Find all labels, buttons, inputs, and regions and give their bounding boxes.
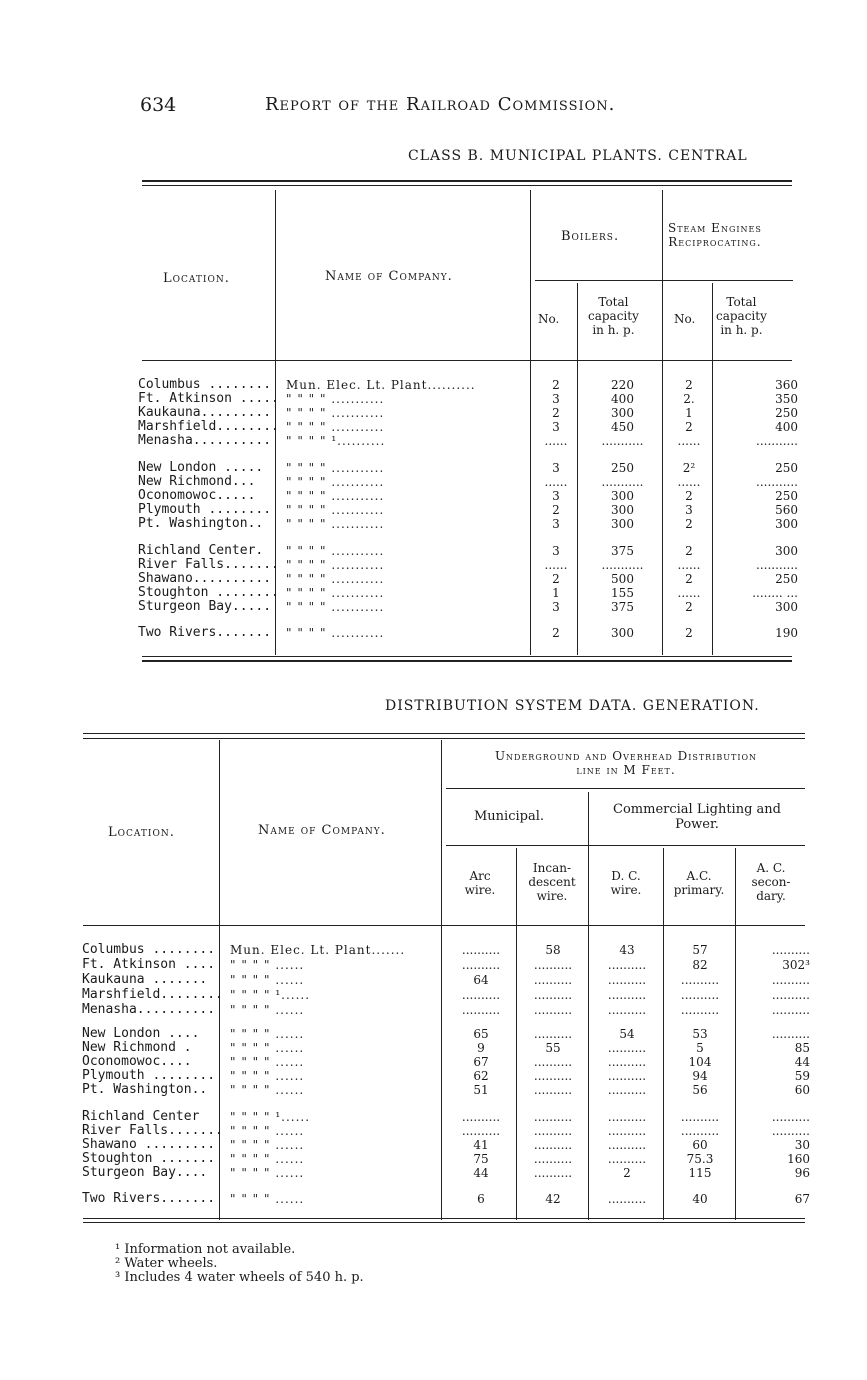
table1-engine-no-cell: 2 — [685, 626, 693, 640]
table2-company-cell: " " " " ...... — [230, 1138, 305, 1152]
table1-company-cell: " " " " ........... — [286, 558, 385, 572]
table1-engine-capacity-cell: 250 — [775, 461, 798, 475]
table1-boiler-no-cell: 1 — [552, 586, 560, 600]
table2-incandescent-cell: .......... — [533, 1166, 573, 1180]
table1-engine-no-cell: 2 — [685, 572, 693, 586]
table2-location-cell: Pt. Washington.. — [82, 1082, 208, 1097]
table2-header-acp-line1: A.C. — [686, 869, 712, 883]
table1-location-cell: Shawano.......... — [138, 571, 272, 586]
table2-dc-cell: 43 — [619, 943, 635, 957]
table2-arc-cell: .......... — [461, 958, 501, 972]
table2-location-cell: Two Rivers....... — [82, 1191, 216, 1206]
table2-header-arc-line1: Arc — [469, 869, 491, 883]
table1-engine-capacity-cell: 560 — [775, 503, 798, 517]
table2-location-cell: Sturgeon Bay.... — [82, 1165, 208, 1180]
table2-incandescent-cell: .......... — [533, 1003, 573, 1017]
table1-header-engine-capacity — [716, 296, 767, 337]
table1-company-cell: " " " " ........... — [286, 489, 385, 503]
table1-engine-capacity-cell: 250 — [775, 406, 798, 420]
table1-engine-no-cell: ...... — [677, 558, 701, 572]
table2-header-commercial-line1: Commercial Lighting and — [613, 802, 781, 817]
table1-header-engines-line2: Reciprocating. — [668, 234, 762, 249]
table1-location-cell: River Falls....... — [138, 557, 279, 572]
table1-engine-capacity-cell: 350 — [775, 392, 798, 406]
table2-ac-primary-cell: .......... — [680, 988, 720, 1002]
table1-engine-no-cell: 2² — [682, 461, 696, 475]
table2-ac-primary-cell: .......... — [680, 1124, 720, 1138]
table1-company-cell: " " " " ........... — [286, 600, 385, 614]
table1-header-boilers: Boilers. — [561, 229, 620, 244]
table2-dc-cell: 54 — [619, 1027, 635, 1041]
table2-incandescent-cell: 42 — [545, 1192, 561, 1206]
table1-boiler-no-cell: 3 — [552, 600, 560, 614]
table1-header-location: Location. — [163, 271, 230, 286]
table1-boiler-no-cell: 3 — [552, 392, 560, 406]
table1-location-cell: Columbus ........ — [138, 377, 272, 392]
table2-ac-primary-cell: 60 — [692, 1138, 708, 1152]
footnote-2: ² Water wheels. — [115, 1256, 218, 1271]
table2-ac-primary-cell: 56 — [692, 1083, 708, 1097]
table2-arc-cell: 6 — [477, 1192, 485, 1206]
table2-header-incandescent-line1: Incan- — [532, 861, 572, 875]
table2-ac-primary-cell: .......... — [680, 1110, 720, 1124]
table2-arc-cell: 41 — [473, 1138, 489, 1152]
table1-engine-no-cell: 3 — [685, 503, 693, 517]
table2-header-commercial-line2: Power. — [675, 816, 719, 832]
table1-location-cell: Menasha.......... — [138, 433, 272, 448]
table2-dc-cell: .......... — [607, 1069, 647, 1083]
table2-dc-cell: .......... — [607, 973, 647, 987]
table2-location-cell: Shawano ......... — [82, 1137, 216, 1152]
table1-boiler-no-cell: 3 — [552, 544, 560, 558]
table1-header-boiler-capacity — [588, 296, 639, 337]
table2-incandescent-cell: 55 — [545, 1041, 561, 1055]
table1-location-cell: Stoughton ........ — [138, 585, 279, 600]
table2-location-cell: Stoughton ....... — [82, 1151, 216, 1166]
page-number: 634 — [140, 94, 177, 116]
table2-ac-secondary-cell: .......... — [771, 1027, 810, 1041]
table2-incandescent-cell: .......... — [533, 958, 573, 972]
table1-boiler-capacity-cell: 375 — [611, 600, 634, 614]
table2-company-cell: " " " " ¹...... — [230, 1110, 311, 1124]
table1-bottom-rule — [142, 656, 792, 657]
table2-arc-cell: .......... — [461, 1124, 501, 1138]
table1-engine-capacity-cell: 300 — [775, 544, 798, 558]
table2-company-cell: " " " " ...... — [230, 1124, 305, 1138]
table2-company-cell: " " " " ...... — [230, 1027, 305, 1041]
table2-dc-cell: .......... — [607, 1124, 647, 1138]
table1-location-cell: New Richmond... — [138, 474, 256, 489]
table1-header-engine-no: No. — [674, 312, 696, 326]
table2-company-cell: " " " " ...... — [230, 1083, 305, 1097]
table1-boiler-capacity-cell: 375 — [611, 544, 634, 558]
table1-boiler-no-cell: ...... — [544, 475, 568, 489]
table1-header-engines — [668, 222, 762, 250]
table2-ac-secondary-cell: .......... — [771, 943, 810, 957]
table2-col-divider — [663, 848, 664, 1220]
table2-ac-primary-cell: 5 — [696, 1041, 704, 1055]
footnote-3: ³ Includes 4 water wheels of 540 h. p. — [115, 1270, 364, 1285]
table1-boiler-no-cell: ...... — [544, 558, 568, 572]
table2-section-title: DISTRIBUTION SYSTEM DATA. GENERATION. — [385, 698, 760, 714]
table1-engine-no-cell: ...... — [677, 434, 701, 448]
table2-header-acs-line2: secon- — [751, 874, 791, 889]
table2-header-distribution — [447, 750, 805, 778]
table2-arc-cell: 51 — [473, 1083, 489, 1097]
table2-bottom-rule — [83, 1218, 805, 1219]
table2-ac-secondary-cell: 96 — [794, 1166, 810, 1180]
table2-header-company: Name of Company. — [258, 823, 386, 838]
table1-location-cell: New London ..... — [138, 460, 264, 475]
table1-company-cell: " " " " ........... — [286, 475, 385, 489]
table2-incandescent-cell: .......... — [533, 1152, 573, 1166]
table1-section-title: CLASS B. MUNICIPAL PLANTS. CENTRAL — [408, 148, 748, 164]
table1-engine-no-cell: 2 — [685, 544, 693, 558]
table1-boiler-capacity-cell: ........... — [601, 475, 644, 489]
table2-incandescent-cell: .......... — [533, 1124, 573, 1138]
table1-col-divider — [712, 283, 713, 655]
table2-ac-secondary-cell: .......... — [771, 973, 810, 987]
table1-header-total-line2: capacity — [716, 308, 767, 323]
table2-location-cell: Richland Center — [82, 1109, 200, 1124]
table2-header-incandescent — [518, 862, 586, 903]
table2-col-divider — [219, 740, 220, 1220]
table2-ac-primary-cell: 115 — [688, 1166, 712, 1180]
table1-boiler-capacity-cell: 250 — [611, 461, 634, 475]
table2-ac-primary-cell: 57 — [692, 943, 708, 957]
table1-boiler-no-cell: 2 — [552, 406, 560, 420]
table2-incandescent-cell: .......... — [533, 973, 573, 987]
table2-header-municipal: Municipal. — [474, 809, 545, 824]
table1-company-cell: " " " " ........... — [286, 392, 385, 406]
table2-header-incandescent-line2: descent — [528, 874, 576, 889]
table2-ac-secondary-cell: .......... — [771, 1003, 810, 1017]
table2-location-cell: Columbus ........ — [82, 942, 216, 957]
table2-ac-primary-cell: 75.3 — [686, 1152, 714, 1166]
table2-subgroup-rule — [446, 845, 805, 846]
table1-col-divider — [577, 283, 578, 655]
table1-boiler-no-cell: 2 — [552, 378, 560, 392]
table2-incandescent-cell: .......... — [533, 988, 573, 1002]
table2-company-cell: " " " " ...... — [230, 1166, 305, 1180]
table1-engine-capacity-cell: ........... — [756, 558, 798, 572]
table2-location-cell: New London .... — [82, 1026, 200, 1041]
table2-dc-cell: .......... — [607, 1138, 647, 1152]
table1-location-cell: Two Rivers....... — [138, 625, 272, 640]
table1-boiler-capacity-cell: 500 — [611, 572, 634, 586]
table1-company-cell: Mun. Elec. Lt. Plant.......... — [286, 378, 476, 392]
table1-engine-no-cell: 2 — [685, 600, 693, 614]
table2-header-acs-line3: dary. — [756, 888, 786, 903]
table2-incandescent-cell: .......... — [533, 1083, 573, 1097]
table2-company-cell: " " " " ...... — [230, 1192, 305, 1206]
table2-header-commercial — [594, 803, 800, 833]
table1-col-divider — [530, 190, 531, 655]
table2-dc-cell: .......... — [607, 988, 647, 1002]
table2-dc-cell: 2 — [623, 1166, 631, 1180]
table1-engine-capacity-cell: 250 — [775, 489, 798, 503]
table2-header-dc-line1: D. C. — [611, 869, 641, 883]
table2-location-cell: Marshfield........ — [82, 987, 223, 1002]
table2-incandescent-cell: .......... — [533, 1055, 573, 1069]
table2-ac-primary-cell: .......... — [680, 973, 720, 987]
table2-company-cell: " " " " ¹...... — [230, 988, 311, 1002]
table2-col-divider — [441, 740, 442, 1220]
table1-header-total-line3: in h. p. — [720, 322, 763, 337]
table2-arc-cell: .......... — [461, 943, 501, 957]
table2-location-cell: River Falls....... — [82, 1123, 223, 1138]
table1-boiler-capacity-cell: ........... — [601, 434, 644, 448]
table2-header-dc-line2: wire. — [610, 882, 642, 897]
table1-top-rule — [142, 180, 792, 182]
table2-arc-cell: 62 — [473, 1069, 489, 1083]
table2-header-rule — [83, 925, 805, 926]
table1-boiler-capacity-cell: ........... — [601, 558, 644, 572]
table2-ac-primary-cell: 53 — [692, 1027, 708, 1041]
table2-ac-secondary-cell: 160 — [787, 1152, 810, 1166]
table1-top-rule-thin — [142, 185, 792, 186]
table1-boiler-capacity-cell: 450 — [611, 420, 634, 434]
table2-top-rule — [83, 733, 805, 734]
table2-incandescent-cell: .......... — [533, 1027, 573, 1041]
table2-incandescent-cell: .......... — [533, 1138, 573, 1152]
table2-company-cell: " " " " ...... — [230, 1003, 305, 1017]
table2-ac-secondary-cell: 30 — [794, 1138, 810, 1152]
table1-location-cell: Sturgeon Bay..... — [138, 599, 272, 614]
table1-engine-no-cell: 2 — [685, 517, 693, 531]
table2-company-cell: " " " " ...... — [230, 958, 305, 972]
table1-engine-capacity-cell: 250 — [775, 572, 798, 586]
table1-boiler-no-cell: 3 — [552, 517, 560, 531]
table2-location-cell: Menasha.......... — [82, 1002, 216, 1017]
table1-engine-capacity-cell: 360 — [775, 378, 798, 392]
table1-header-total-line2: capacity — [588, 308, 639, 323]
table2-arc-cell: 9 — [477, 1041, 485, 1055]
table2-arc-cell: 65 — [473, 1027, 489, 1041]
table1-boiler-no-cell: ...... — [544, 434, 568, 448]
table1-header-total-line1: Total — [726, 295, 757, 309]
table2-dc-cell: .......... — [607, 1003, 647, 1017]
table2-header-arc — [446, 870, 514, 898]
table2-dc-cell: .......... — [607, 1192, 647, 1206]
table2-header-ac-secondary — [738, 862, 804, 903]
table2-ac-secondary-cell: 85 — [794, 1041, 810, 1055]
table2-ac-secondary-cell: .......... — [771, 988, 810, 1002]
table2-header-ac-primary — [665, 870, 733, 898]
table2-col-divider — [516, 848, 517, 1220]
table1-boiler-capacity-cell: 155 — [611, 586, 634, 600]
table1-location-cell: Ft. Atkinson ..... — [138, 391, 279, 406]
table2-location-cell: Ft. Atkinson .... — [82, 957, 216, 972]
table2-company-cell: " " " " ...... — [230, 973, 305, 987]
table1-company-cell: " " " " ........... — [286, 406, 385, 420]
table2-col-divider — [735, 848, 736, 1220]
table1-header-company: Name of Company. — [325, 269, 453, 284]
table1-boiler-capacity-cell: 300 — [611, 406, 634, 420]
table2-location-cell: Oconomowoc.... — [82, 1054, 192, 1069]
table2-dc-cell: .......... — [607, 958, 647, 972]
table2-header-dc-wire — [592, 870, 660, 898]
table1-boiler-no-cell: 2 — [552, 503, 560, 517]
table1-location-cell: Pt. Washington.. — [138, 516, 264, 531]
table1-company-cell: " " " " ........... — [286, 461, 385, 475]
table2-header-acs-line1: A. C. — [756, 861, 786, 875]
table2-ac-primary-cell: 94 — [692, 1069, 708, 1083]
table2-company-cell: " " " " ...... — [230, 1041, 305, 1055]
table1-header-total-line1: Total — [598, 295, 629, 309]
table1-boiler-capacity-cell: 220 — [611, 378, 634, 392]
table2-header-acp-line2: primary. — [673, 882, 725, 897]
table2-location-cell: Plymouth ........ — [82, 1068, 216, 1083]
table2-header-location: Location. — [108, 825, 175, 840]
table2-dc-cell: .......... — [607, 1055, 647, 1069]
table1-company-cell: " " " " ........... — [286, 544, 385, 558]
table2-header-incandescent-line3: wire. — [536, 888, 568, 903]
table2-ac-primary-cell: .......... — [680, 1003, 720, 1017]
table2-arc-cell: 75 — [473, 1152, 489, 1166]
table2-bottom-rule-thin — [83, 1222, 805, 1223]
table2-company-cell: " " " " ...... — [230, 1055, 305, 1069]
table1-company-cell: " " " " ........... — [286, 517, 385, 531]
table1-engine-capacity-cell: 190 — [775, 626, 798, 640]
table2-arc-cell: .......... — [461, 1110, 501, 1124]
table1-boiler-no-cell: 3 — [552, 489, 560, 503]
table1-boiler-no-cell: 3 — [552, 420, 560, 434]
table2-ac-primary-cell: 82 — [692, 958, 708, 972]
table1-boiler-capacity-cell: 400 — [611, 392, 634, 406]
table2-company-cell: Mun. Elec. Lt. Plant....... — [230, 943, 406, 957]
table1-boiler-no-cell: 3 — [552, 461, 560, 475]
table2-dc-cell: .......... — [607, 1041, 647, 1055]
table2-group-rule — [446, 788, 805, 789]
table2-dc-cell: .......... — [607, 1152, 647, 1166]
table2-arc-cell: .......... — [461, 988, 501, 1002]
table1-engine-capacity-cell: ........ ... — [752, 586, 798, 600]
table2-location-cell: New Richmond . — [82, 1040, 192, 1055]
table2-incandescent-cell: 58 — [545, 943, 561, 957]
table1-engine-no-cell: 1 — [685, 406, 693, 420]
table2-incandescent-cell: .......... — [533, 1069, 573, 1083]
footnote-1: ¹ Information not available. — [115, 1242, 296, 1257]
table1-boiler-capacity-cell: 300 — [611, 517, 634, 531]
table1-engine-capacity-cell: 400 — [775, 420, 798, 434]
table1-company-cell: " " " " ¹.......... — [286, 434, 386, 448]
table1-boiler-capacity-cell: 300 — [611, 503, 634, 517]
table1-header-boiler-no: No. — [538, 312, 560, 326]
table2-ac-secondary-cell: 59 — [794, 1069, 810, 1083]
table2-ac-primary-cell: 40 — [692, 1192, 708, 1206]
table2-top-rule-thin — [83, 738, 805, 739]
table1-boiler-capacity-cell: 300 — [611, 626, 634, 640]
table2-ac-secondary-cell: 60 — [794, 1083, 810, 1097]
table2-ac-secondary-cell: 302³ — [782, 958, 810, 972]
table1-engine-no-cell: ...... — [677, 475, 701, 489]
table1-boiler-capacity-cell: 300 — [611, 489, 634, 503]
table2-company-cell: " " " " ...... — [230, 1152, 305, 1166]
table1-bottom-rule-thick — [142, 660, 792, 662]
table2-dc-cell: .......... — [607, 1083, 647, 1097]
table1-company-cell: " " " " ........... — [286, 572, 385, 586]
table2-col-divider — [588, 792, 589, 1220]
table2-company-cell: " " " " ...... — [230, 1069, 305, 1083]
table1-engine-capacity-cell: 300 — [775, 600, 798, 614]
table2-dc-cell: .......... — [607, 1110, 647, 1124]
table1-engine-no-cell: ...... — [677, 586, 701, 600]
table1-col-divider — [662, 190, 663, 655]
table2-ac-secondary-cell: 44 — [794, 1055, 810, 1069]
table1-engine-no-cell: 2 — [685, 378, 693, 392]
table1-company-cell: " " " " ........... — [286, 420, 385, 434]
table2-header-arc-line2: wire. — [464, 882, 496, 897]
table2-arc-cell: 67 — [473, 1055, 489, 1069]
table1-header-total-line3: in h. p. — [592, 322, 635, 337]
table2-ac-primary-cell: 104 — [688, 1055, 712, 1069]
table2-header-distribution-line2: line in M Feet. — [576, 762, 676, 777]
table1-engine-no-cell: 2. — [683, 392, 695, 406]
table2-arc-cell: .......... — [461, 1003, 501, 1017]
table2-header-distribution-line1: Underground and Overhead Distribution — [494, 749, 758, 763]
table1-boiler-no-cell: 2 — [552, 626, 560, 640]
table1-header-rule — [142, 360, 792, 361]
table2-arc-cell: 64 — [473, 973, 489, 987]
table1-engine-capacity-cell: ........... — [756, 475, 798, 489]
table1-engine-capacity-cell: ........... — [756, 434, 798, 448]
table2-ac-secondary-cell: .......... — [771, 1110, 810, 1124]
table1-engine-capacity-cell: 300 — [775, 517, 798, 531]
table1-company-cell: " " " " ........... — [286, 626, 385, 640]
table1-company-cell: " " " " ........... — [286, 586, 385, 600]
table1-company-cell: " " " " ........... — [286, 503, 385, 517]
table1-engine-no-cell: 2 — [685, 489, 693, 503]
table1-group-rule — [535, 280, 793, 281]
table2-ac-secondary-cell: .......... — [771, 1124, 810, 1138]
table1-location-cell: Kaukauna......... — [138, 405, 272, 420]
table2-incandescent-cell: .......... — [533, 1110, 573, 1124]
table2-location-cell: Kaukauna ....... — [82, 972, 208, 987]
table2-ac-secondary-cell: 67 — [794, 1192, 810, 1206]
table1-location-cell: Plymouth ........ — [138, 502, 272, 517]
table1-engine-no-cell: 2 — [685, 420, 693, 434]
table1-location-cell: Oconomowoc..... — [138, 488, 256, 503]
running-head: Report of the Railroad Commission. — [265, 94, 616, 115]
table1-boiler-no-cell: 2 — [552, 572, 560, 586]
table1-location-cell: Marshfield........ — [138, 419, 279, 434]
table1-location-cell: Richland Center. — [138, 543, 264, 558]
table1-header-engines-line1: Steam Engines — [668, 221, 762, 235]
table2-arc-cell: 44 — [473, 1166, 489, 1180]
